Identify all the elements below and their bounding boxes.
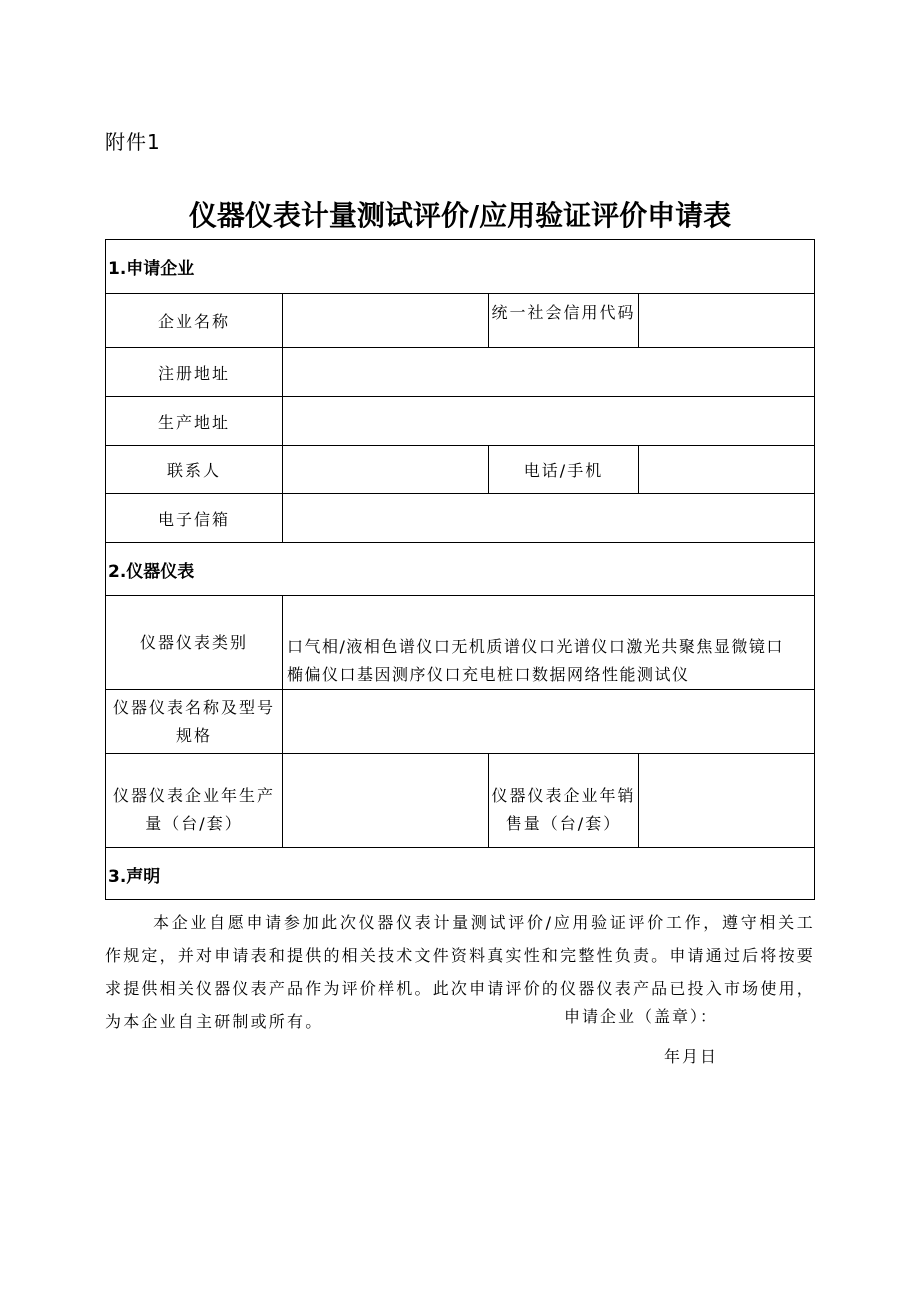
section-1-heading: 1.申请企业 [105, 239, 815, 293]
phone-field[interactable] [638, 445, 815, 493]
annual-sales-label-line-1: 仪器仪表企业年销 [491, 785, 636, 805]
email-label: 电子信箱 [105, 493, 282, 542]
section-2-heading: 2.仪器仪表 [105, 542, 815, 595]
registered-address-label: 注册地址 [105, 347, 282, 396]
contact-field[interactable] [282, 445, 488, 493]
name-model-label-line-2: 规格 [175, 725, 212, 745]
email-field[interactable] [282, 493, 815, 542]
annual-production-field[interactable] [282, 753, 488, 847]
applicant-seal-label: 申请企业（盖章）： [564, 1007, 719, 1026]
application-form [105, 239, 815, 900]
registered-address-field[interactable] [282, 347, 815, 396]
contact-label: 联系人 [105, 445, 282, 493]
annual-sales-label-line-2: 售量（台/套） [505, 813, 622, 833]
section-3-heading: 3.声明 [105, 847, 815, 900]
annual-sales-label [488, 753, 638, 847]
instrument-category-options[interactable] [282, 595, 815, 689]
company-name-field[interactable] [282, 293, 488, 347]
name-model-label-line-1: 仪器仪表名称及型号 [112, 697, 275, 717]
production-address-label: 生产地址 [105, 396, 282, 445]
annual-production-label-line-1: 仪器仪表企业年生产 [112, 785, 275, 805]
instrument-name-model-label [105, 689, 282, 753]
production-address-field[interactable] [282, 396, 815, 445]
phone-label: 电话/手机 [488, 445, 638, 493]
form-title: 仪器仪表计量测试评价/应用验证评价申请表 [188, 199, 732, 232]
credit-code-label: 统一社会信用代码 [488, 293, 638, 347]
declaration-statement: 本企业自愿申请参加此次仪器仪表计量测试评价/应用验证评价工作，遵守相关工作规定，并对申请表和提供的相关技术文件资料真实性和完整性负责。申请通过后将按要求提供相关仪器仪表产品作为评价样机。此次申请评价的仪器仪表产品已投入市场使用，为本企业自主研制或所有。 [105, 913, 815, 1031]
credit-code-field[interactable] [638, 293, 815, 347]
category-options-line-2: 椭偏仪口基因测序仪口充电桩口数据网络性能测试仪 [287, 665, 690, 684]
instrument-category-label: 仪器仪表类别 [105, 595, 282, 689]
date-label: 年月日 [664, 1047, 719, 1066]
company-name-label: 企业名称 [105, 293, 282, 347]
annual-production-label-line-2: 量（台/套） [145, 813, 243, 833]
category-options-line-1: 口气相/液相色谱仪口无机质谱仪口光谱仪口激光共聚焦显微镜口 [287, 637, 784, 656]
instrument-name-model-field[interactable] [282, 689, 815, 753]
annual-production-label [105, 753, 282, 847]
annual-sales-field[interactable] [638, 753, 815, 847]
attachment-label: 附件1 [105, 130, 161, 154]
